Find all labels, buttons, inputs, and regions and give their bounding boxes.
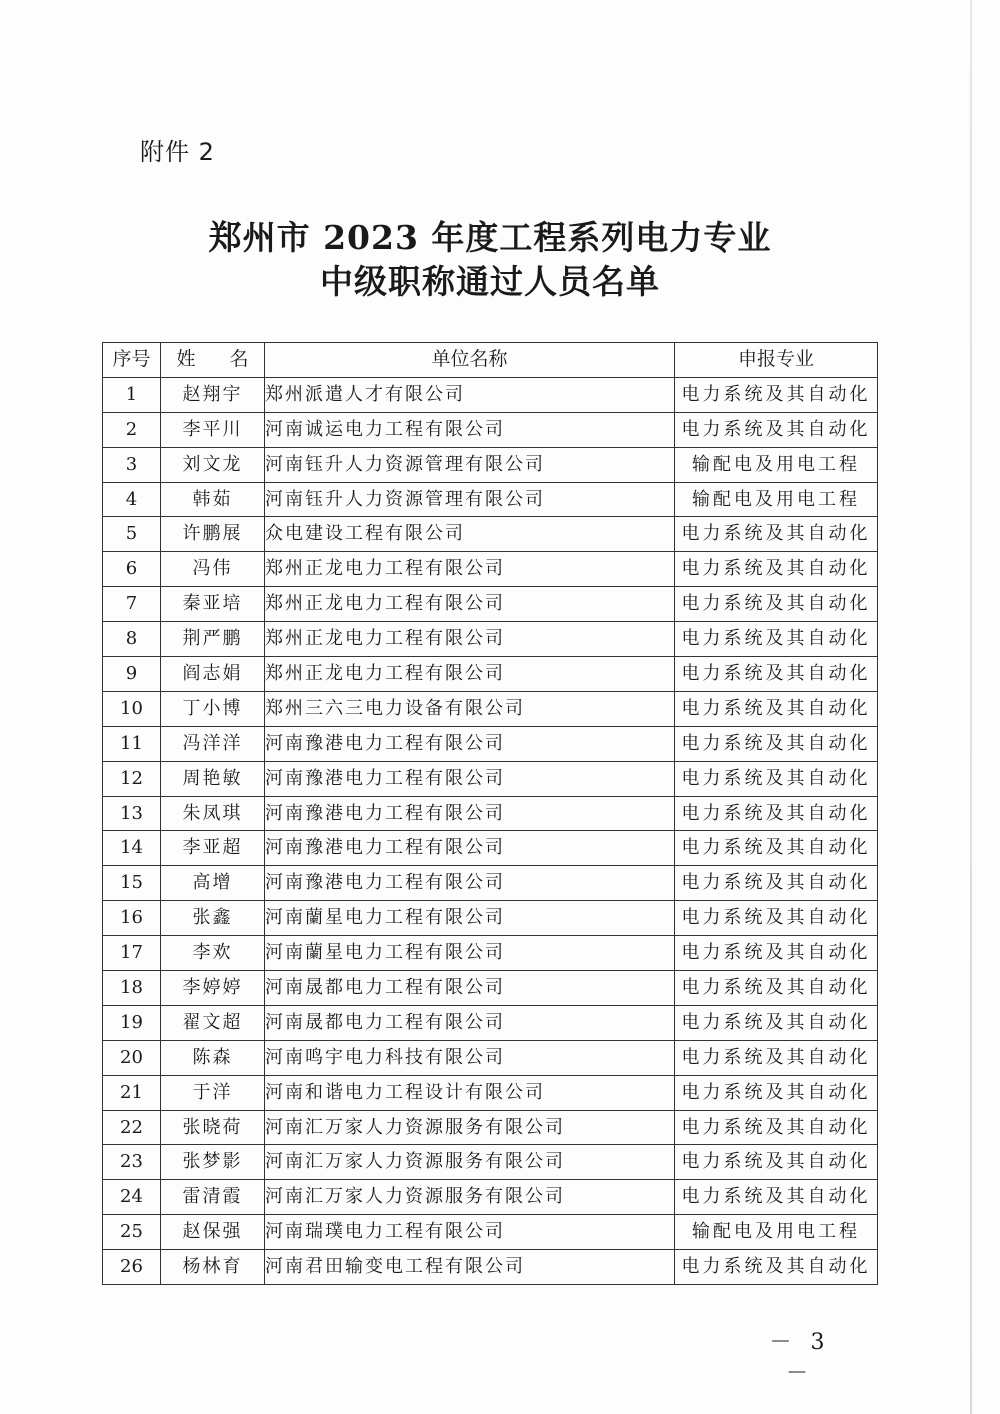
- cell-unit-name: 郑州三六三电力设备有限公司: [265, 691, 675, 726]
- cell-serial-number: 17: [103, 936, 161, 971]
- cell-unit-name: 河南汇万家人力资源服务有限公司: [265, 1110, 675, 1145]
- table-row: [103, 691, 878, 726]
- cell-unit-name: 河南汇万家人力资源服务有限公司: [265, 1145, 675, 1180]
- table-row: [103, 726, 878, 761]
- header-name: 姓 名: [161, 343, 265, 378]
- approved-personnel-table: [102, 342, 878, 1285]
- cell-declared-major: 电力系统及其自动化: [675, 1075, 878, 1110]
- table-row: [103, 657, 878, 692]
- cell-unit-name: 河南钰升人力资源管理有限公司: [265, 447, 675, 482]
- cell-unit-name: 河南晟都电力工程有限公司: [265, 1005, 675, 1040]
- cell-declared-major: 电力系统及其自动化: [675, 691, 878, 726]
- cell-person-name: 雷清霞: [161, 1180, 265, 1215]
- table-row: [103, 482, 878, 517]
- table-header-row: [103, 343, 878, 378]
- cell-serial-number: 1: [103, 377, 161, 412]
- table-row: [103, 622, 878, 657]
- cell-unit-name: 郑州派遣人才有限公司: [265, 377, 675, 412]
- cell-serial-number: 12: [103, 761, 161, 796]
- cell-person-name: 冯洋洋: [161, 726, 265, 761]
- cell-unit-name: 河南豫港电力工程有限公司: [265, 866, 675, 901]
- cell-person-name: 张晓荷: [161, 1110, 265, 1145]
- table-row: [103, 761, 878, 796]
- cell-declared-major: 电力系统及其自动化: [675, 866, 878, 901]
- cell-declared-major: 电力系统及其自动化: [675, 377, 878, 412]
- table-row: [103, 412, 878, 447]
- header-unit-name: 单位名称: [265, 343, 675, 378]
- header-declared-major: 申报专业: [675, 343, 878, 378]
- table-row: [103, 1040, 878, 1075]
- table-row: [103, 1250, 878, 1285]
- attachment-label: 附件 2: [140, 138, 215, 166]
- cell-serial-number: 20: [103, 1040, 161, 1075]
- table-row: [103, 447, 878, 482]
- cell-unit-name: 郑州正龙电力工程有限公司: [265, 657, 675, 692]
- table-row: [103, 1180, 878, 1215]
- cell-person-name: 丁小博: [161, 691, 265, 726]
- cell-declared-major: 输配电及用电工程: [675, 447, 878, 482]
- cell-person-name: 荆严鹏: [161, 622, 265, 657]
- cell-serial-number: 14: [103, 831, 161, 866]
- cell-serial-number: 6: [103, 552, 161, 587]
- cell-unit-name: 河南君田输变电工程有限公司: [265, 1250, 675, 1285]
- cell-serial-number: 7: [103, 587, 161, 622]
- cell-declared-major: 电力系统及其自动化: [675, 971, 878, 1006]
- table-row: [103, 587, 878, 622]
- cell-person-name: 张梦影: [161, 1145, 265, 1180]
- cell-serial-number: 13: [103, 796, 161, 831]
- cell-person-name: 韩茹: [161, 482, 265, 517]
- cell-declared-major: 电力系统及其自动化: [675, 1145, 878, 1180]
- cell-unit-name: 郑州正龙电力工程有限公司: [265, 587, 675, 622]
- cell-declared-major: 电力系统及其自动化: [675, 657, 878, 692]
- header-serial-number: 序号: [103, 343, 161, 378]
- cell-serial-number: 19: [103, 1005, 161, 1040]
- cell-unit-name: 河南汇万家人力资源服务有限公司: [265, 1180, 675, 1215]
- cell-unit-name: 河南豫港电力工程有限公司: [265, 726, 675, 761]
- cell-serial-number: 2: [103, 412, 161, 447]
- cell-serial-number: 8: [103, 622, 161, 657]
- table-row: [103, 1215, 878, 1250]
- cell-serial-number: 11: [103, 726, 161, 761]
- cell-unit-name: 河南钰升人力资源管理有限公司: [265, 482, 675, 517]
- cell-unit-name: 河南豫港电力工程有限公司: [265, 831, 675, 866]
- cell-person-name: 翟文超: [161, 1005, 265, 1040]
- table-row: [103, 971, 878, 1006]
- cell-person-name: 张鑫: [161, 901, 265, 936]
- cell-unit-name: 河南豫港电力工程有限公司: [265, 796, 675, 831]
- cell-declared-major: 电力系统及其自动化: [675, 831, 878, 866]
- cell-serial-number: 24: [103, 1180, 161, 1215]
- cell-unit-name: 郑州正龙电力工程有限公司: [265, 622, 675, 657]
- cell-declared-major: 电力系统及其自动化: [675, 1180, 878, 1215]
- cell-person-name: 赵保强: [161, 1215, 265, 1250]
- cell-person-name: 冯伟: [161, 552, 265, 587]
- cell-declared-major: 输配电及用电工程: [675, 482, 878, 517]
- cell-person-name: 秦亚培: [161, 587, 265, 622]
- cell-person-name: 李平川: [161, 412, 265, 447]
- cell-unit-name: 河南诚运电力工程有限公司: [265, 412, 675, 447]
- cell-person-name: 许鹏展: [161, 517, 265, 552]
- cell-declared-major: 电力系统及其自动化: [675, 901, 878, 936]
- cell-declared-major: 电力系统及其自动化: [675, 761, 878, 796]
- cell-serial-number: 9: [103, 657, 161, 692]
- cell-person-name: 李欢: [161, 936, 265, 971]
- table-row: [103, 901, 878, 936]
- table-row: [103, 831, 878, 866]
- table-row: [103, 796, 878, 831]
- cell-unit-name: 河南和谐电力工程设计有限公司: [265, 1075, 675, 1110]
- cell-serial-number: 21: [103, 1075, 161, 1110]
- cell-declared-major: 电力系统及其自动化: [675, 412, 878, 447]
- cell-declared-major: 电力系统及其自动化: [675, 587, 878, 622]
- cell-person-name: 周艳敏: [161, 761, 265, 796]
- cell-unit-name: 河南鸣宇电力科技有限公司: [265, 1040, 675, 1075]
- table-row: [103, 377, 878, 412]
- cell-person-name: 高增: [161, 866, 265, 901]
- cell-declared-major: 电力系统及其自动化: [675, 1250, 878, 1285]
- cell-person-name: 赵翔宇: [161, 377, 265, 412]
- cell-serial-number: 23: [103, 1145, 161, 1180]
- cell-serial-number: 26: [103, 1250, 161, 1285]
- cell-declared-major: 电力系统及其自动化: [675, 936, 878, 971]
- cell-person-name: 朱凤琪: [161, 796, 265, 831]
- cell-declared-major: 电力系统及其自动化: [675, 552, 878, 587]
- cell-unit-name: 郑州正龙电力工程有限公司: [265, 552, 675, 587]
- cell-person-name: 于洋: [161, 1075, 265, 1110]
- cell-serial-number: 16: [103, 901, 161, 936]
- table-row: [103, 1005, 878, 1040]
- cell-serial-number: 18: [103, 971, 161, 1006]
- cell-person-name: 杨林育: [161, 1250, 265, 1285]
- table-body: [103, 377, 878, 1284]
- table-row: [103, 1110, 878, 1145]
- cell-unit-name: 河南蘭星电力工程有限公司: [265, 901, 675, 936]
- cell-unit-name: 河南蘭星电力工程有限公司: [265, 936, 675, 971]
- cell-person-name: 阎志娟: [161, 657, 265, 692]
- cell-declared-major: 电力系统及其自动化: [675, 622, 878, 657]
- cell-person-name: 李亚超: [161, 831, 265, 866]
- page-number: － 3 －: [769, 1330, 831, 1386]
- cell-declared-major: 电力系统及其自动化: [675, 1040, 878, 1075]
- cell-serial-number: 4: [103, 482, 161, 517]
- cell-declared-major: 电力系统及其自动化: [675, 1110, 878, 1145]
- cell-person-name: 刘文龙: [161, 447, 265, 482]
- cell-person-name: 陈森: [161, 1040, 265, 1075]
- cell-serial-number: 10: [103, 691, 161, 726]
- document-title-line-2: 中级职称通过人员名单: [320, 262, 660, 301]
- cell-declared-major: 电力系统及其自动化: [675, 726, 878, 761]
- table-row: [103, 552, 878, 587]
- cell-unit-name: 河南瑞璞电力工程有限公司: [265, 1215, 675, 1250]
- document-title-line-1: 郑州市 2023 年度工程系列电力专业: [208, 218, 772, 257]
- cell-declared-major: 电力系统及其自动化: [675, 517, 878, 552]
- cell-serial-number: 25: [103, 1215, 161, 1250]
- table-row: [103, 517, 878, 552]
- cell-unit-name: 众电建设工程有限公司: [265, 517, 675, 552]
- cell-declared-major: 输配电及用电工程: [675, 1215, 878, 1250]
- cell-serial-number: 3: [103, 447, 161, 482]
- cell-unit-name: 河南晟都电力工程有限公司: [265, 971, 675, 1006]
- table-row: [103, 1075, 878, 1110]
- cell-declared-major: 电力系统及其自动化: [675, 796, 878, 831]
- cell-unit-name: 河南豫港电力工程有限公司: [265, 761, 675, 796]
- cell-serial-number: 22: [103, 1110, 161, 1145]
- cell-serial-number: 5: [103, 517, 161, 552]
- table-row: [103, 936, 878, 971]
- table-row: [103, 1145, 878, 1180]
- cell-person-name: 李婷婷: [161, 971, 265, 1006]
- table-row: [103, 866, 878, 901]
- table-header: [103, 343, 878, 378]
- cell-declared-major: 电力系统及其自动化: [675, 1005, 878, 1040]
- cell-serial-number: 15: [103, 866, 161, 901]
